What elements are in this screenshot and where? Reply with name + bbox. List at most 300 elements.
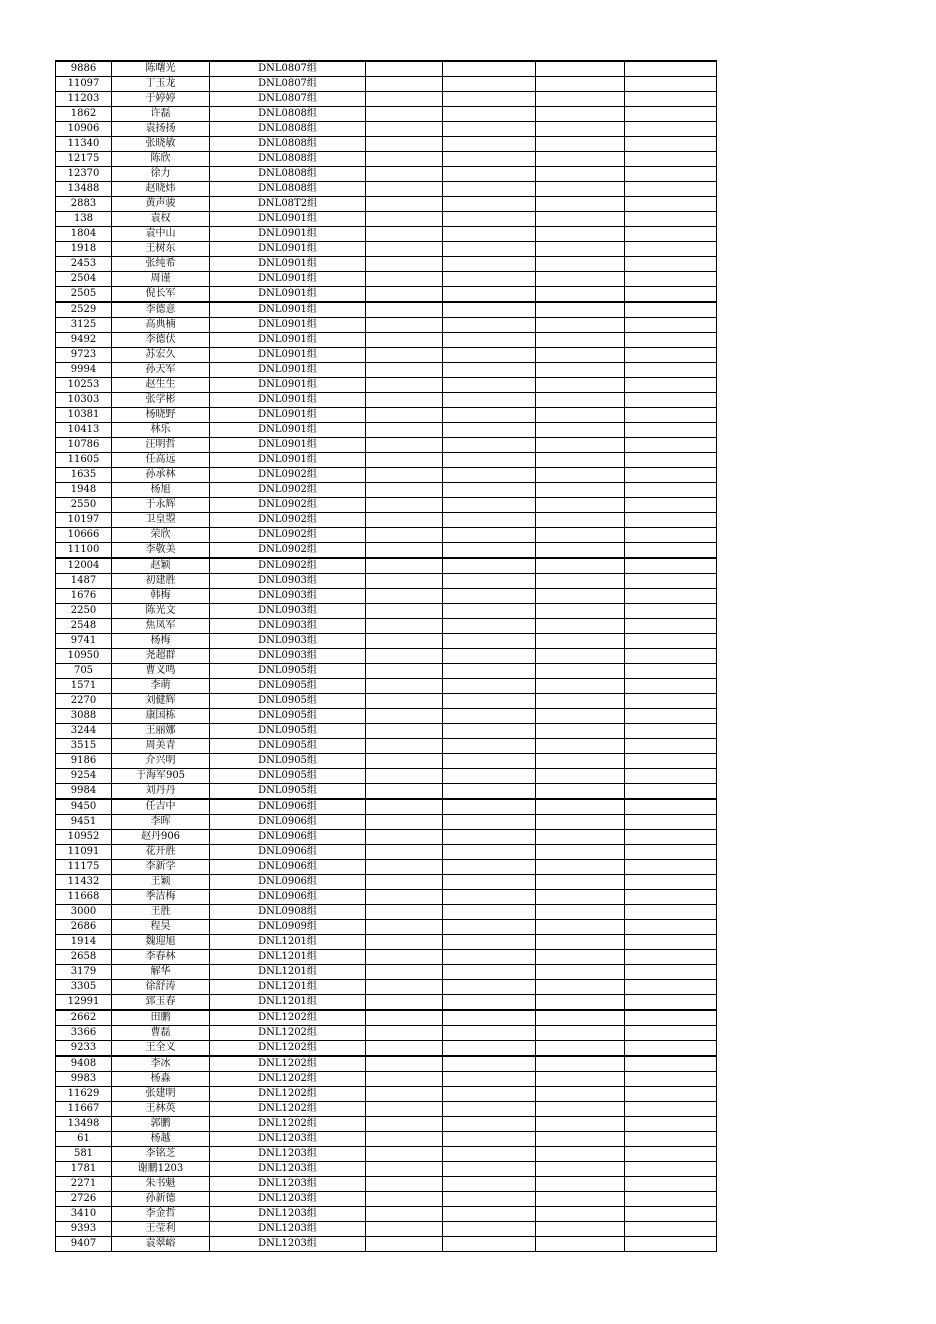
id-cell[interactable]: 9492 <box>56 333 112 348</box>
empty-cell[interactable] <box>536 769 625 784</box>
group-cell[interactable]: DNL0905组 <box>210 769 366 784</box>
group-cell[interactable]: DNL0901组 <box>210 333 366 348</box>
name-cell[interactable]: 解华 <box>112 965 210 980</box>
empty-cell[interactable] <box>443 558 536 574</box>
empty-cell[interactable] <box>625 604 717 619</box>
name-cell[interactable]: 汪明哲 <box>112 438 210 453</box>
id-cell[interactable]: 11340 <box>56 137 112 152</box>
empty-cell[interactable] <box>536 1147 625 1162</box>
empty-cell[interactable] <box>366 1132 443 1147</box>
empty-cell[interactable] <box>625 61 717 77</box>
empty-cell[interactable] <box>536 634 625 649</box>
group-cell[interactable]: DNL0807组 <box>210 61 366 77</box>
group-cell[interactable]: DNL0901组 <box>210 212 366 227</box>
empty-cell[interactable] <box>366 1192 443 1207</box>
empty-cell[interactable] <box>366 212 443 227</box>
id-cell[interactable]: 61 <box>56 1132 112 1147</box>
empty-cell[interactable] <box>625 1102 717 1117</box>
empty-cell[interactable] <box>366 558 443 574</box>
name-cell[interactable]: 孙天军 <box>112 363 210 378</box>
empty-cell[interactable] <box>366 799 443 815</box>
empty-cell[interactable] <box>443 483 536 498</box>
empty-cell[interactable] <box>625 558 717 574</box>
name-cell[interactable]: 王胜 <box>112 905 210 920</box>
empty-cell[interactable] <box>443 1072 536 1087</box>
empty-cell[interactable] <box>625 1041 717 1057</box>
id-cell[interactable]: 10413 <box>56 423 112 438</box>
id-cell[interactable]: 3244 <box>56 724 112 739</box>
group-cell[interactable]: DNL0906组 <box>210 890 366 905</box>
empty-cell[interactable] <box>443 77 536 92</box>
empty-cell[interactable] <box>536 1072 625 1087</box>
empty-cell[interactable] <box>625 408 717 423</box>
empty-cell[interactable] <box>536 664 625 679</box>
name-cell[interactable]: 李敬美 <box>112 543 210 559</box>
empty-cell[interactable] <box>366 468 443 483</box>
group-cell[interactable]: DNL0902组 <box>210 468 366 483</box>
group-cell[interactable]: DNL1203组 <box>210 1177 366 1192</box>
empty-cell[interactable] <box>443 242 536 257</box>
id-cell[interactable]: 9983 <box>56 1072 112 1087</box>
empty-cell[interactable] <box>536 905 625 920</box>
name-cell[interactable]: 李新学 <box>112 860 210 875</box>
id-cell[interactable]: 2271 <box>56 1177 112 1192</box>
name-cell[interactable]: 卫皇曌 <box>112 513 210 528</box>
empty-cell[interactable] <box>625 122 717 137</box>
empty-cell[interactable] <box>366 61 443 77</box>
empty-cell[interactable] <box>625 212 717 227</box>
id-cell[interactable]: 10197 <box>56 513 112 528</box>
group-cell[interactable]: DNL0901组 <box>210 363 366 378</box>
id-cell[interactable]: 10906 <box>56 122 112 137</box>
empty-cell[interactable] <box>536 935 625 950</box>
empty-cell[interactable] <box>443 212 536 227</box>
id-cell[interactable]: 1635 <box>56 468 112 483</box>
empty-cell[interactable] <box>625 830 717 845</box>
id-cell[interactable]: 705 <box>56 664 112 679</box>
empty-cell[interactable] <box>625 1056 717 1072</box>
empty-cell[interactable] <box>536 182 625 197</box>
empty-cell[interactable] <box>366 709 443 724</box>
name-cell[interactable]: 杨淼 <box>112 1072 210 1087</box>
name-cell[interactable]: 徐力 <box>112 167 210 182</box>
empty-cell[interactable] <box>536 860 625 875</box>
empty-cell[interactable] <box>625 589 717 604</box>
empty-cell[interactable] <box>443 543 536 559</box>
empty-cell[interactable] <box>366 1072 443 1087</box>
empty-cell[interactable] <box>366 965 443 980</box>
empty-cell[interactable] <box>625 875 717 890</box>
group-cell[interactable]: DNL0906组 <box>210 815 366 830</box>
name-cell[interactable]: 张晓敏 <box>112 137 210 152</box>
id-cell[interactable]: 2505 <box>56 287 112 303</box>
group-cell[interactable]: DNL0908组 <box>210 905 366 920</box>
empty-cell[interactable] <box>625 1132 717 1147</box>
empty-cell[interactable] <box>443 1102 536 1117</box>
empty-cell[interactable] <box>366 860 443 875</box>
empty-cell[interactable] <box>536 950 625 965</box>
empty-cell[interactable] <box>366 1207 443 1222</box>
empty-cell[interactable] <box>443 167 536 182</box>
empty-cell[interactable] <box>443 1207 536 1222</box>
empty-cell[interactable] <box>366 1087 443 1102</box>
empty-cell[interactable] <box>366 619 443 634</box>
name-cell[interactable]: 周谨 <box>112 272 210 287</box>
empty-cell[interactable] <box>366 754 443 769</box>
group-cell[interactable]: DNL0807组 <box>210 77 366 92</box>
group-cell[interactable]: DNL1202组 <box>210 1026 366 1041</box>
empty-cell[interactable] <box>443 1177 536 1192</box>
group-cell[interactable]: DNL0909组 <box>210 920 366 935</box>
group-cell[interactable]: DNL0903组 <box>210 589 366 604</box>
id-cell[interactable]: 2662 <box>56 1010 112 1026</box>
group-cell[interactable]: DNL0901组 <box>210 393 366 408</box>
empty-cell[interactable] <box>536 423 625 438</box>
name-cell[interactable]: 于永辉 <box>112 498 210 513</box>
group-cell[interactable]: DNL1202组 <box>210 1087 366 1102</box>
empty-cell[interactable] <box>536 1177 625 1192</box>
group-cell[interactable]: DNL1203组 <box>210 1162 366 1177</box>
group-cell[interactable]: DNL0906组 <box>210 875 366 890</box>
empty-cell[interactable] <box>625 619 717 634</box>
empty-cell[interactable] <box>366 423 443 438</box>
name-cell[interactable]: 魏迎旭 <box>112 935 210 950</box>
group-cell[interactable]: DNL1203组 <box>210 1222 366 1237</box>
name-cell[interactable]: 林乐 <box>112 423 210 438</box>
empty-cell[interactable] <box>625 182 717 197</box>
id-cell[interactable]: 10786 <box>56 438 112 453</box>
group-cell[interactable]: DNL0808组 <box>210 122 366 137</box>
name-cell[interactable]: 张学彬 <box>112 393 210 408</box>
empty-cell[interactable] <box>366 890 443 905</box>
group-cell[interactable]: DNL0903组 <box>210 649 366 664</box>
name-cell[interactable]: 郅玉春 <box>112 995 210 1011</box>
empty-cell[interactable] <box>366 348 443 363</box>
empty-cell[interactable] <box>443 1132 536 1147</box>
empty-cell[interactable] <box>366 513 443 528</box>
id-cell[interactable]: 2548 <box>56 619 112 634</box>
empty-cell[interactable] <box>366 679 443 694</box>
empty-cell[interactable] <box>625 995 717 1011</box>
id-cell[interactable]: 12004 <box>56 558 112 574</box>
empty-cell[interactable] <box>536 363 625 378</box>
empty-cell[interactable] <box>536 1132 625 1147</box>
name-cell[interactable]: 任高远 <box>112 453 210 468</box>
name-cell[interactable]: 刘丹丹 <box>112 784 210 800</box>
id-cell[interactable]: 11203 <box>56 92 112 107</box>
empty-cell[interactable] <box>443 965 536 980</box>
name-cell[interactable]: 任吉中 <box>112 799 210 815</box>
empty-cell[interactable] <box>536 1117 625 1132</box>
empty-cell[interactable] <box>625 739 717 754</box>
id-cell[interactable]: 13488 <box>56 182 112 197</box>
empty-cell[interactable] <box>536 1222 625 1237</box>
empty-cell[interactable] <box>443 619 536 634</box>
id-cell[interactable]: 10381 <box>56 408 112 423</box>
name-cell[interactable]: 孙新德 <box>112 1192 210 1207</box>
group-cell[interactable]: DNL0905组 <box>210 709 366 724</box>
name-cell[interactable]: 王颖 <box>112 875 210 890</box>
empty-cell[interactable] <box>625 468 717 483</box>
empty-cell[interactable] <box>536 995 625 1011</box>
id-cell[interactable]: 11667 <box>56 1102 112 1117</box>
group-cell[interactable]: DNL0808组 <box>210 182 366 197</box>
name-cell[interactable]: 陈光文 <box>112 604 210 619</box>
id-cell[interactable]: 9254 <box>56 769 112 784</box>
empty-cell[interactable] <box>366 92 443 107</box>
name-cell[interactable]: 黄声骏 <box>112 197 210 212</box>
empty-cell[interactable] <box>536 724 625 739</box>
group-cell[interactable]: DNL0903组 <box>210 574 366 589</box>
name-cell[interactable]: 孙承林 <box>112 468 210 483</box>
empty-cell[interactable] <box>625 890 717 905</box>
empty-cell[interactable] <box>625 1222 717 1237</box>
empty-cell[interactable] <box>625 287 717 303</box>
empty-cell[interactable] <box>443 137 536 152</box>
id-cell[interactable]: 9186 <box>56 754 112 769</box>
empty-cell[interactable] <box>443 468 536 483</box>
group-cell[interactable]: DNL0906组 <box>210 860 366 875</box>
empty-cell[interactable] <box>625 1087 717 1102</box>
empty-cell[interactable] <box>536 468 625 483</box>
empty-cell[interactable] <box>366 453 443 468</box>
id-cell[interactable]: 1676 <box>56 589 112 604</box>
empty-cell[interactable] <box>625 1237 717 1252</box>
group-cell[interactable]: DNL0808组 <box>210 107 366 122</box>
empty-cell[interactable] <box>366 845 443 860</box>
empty-cell[interactable] <box>366 333 443 348</box>
id-cell[interactable]: 9723 <box>56 348 112 363</box>
empty-cell[interactable] <box>625 393 717 408</box>
empty-cell[interactable] <box>536 1237 625 1252</box>
id-cell[interactable]: 3410 <box>56 1207 112 1222</box>
name-cell[interactable]: 曹磊 <box>112 1026 210 1041</box>
empty-cell[interactable] <box>536 333 625 348</box>
empty-cell[interactable] <box>366 1177 443 1192</box>
group-cell[interactable]: DNL1203组 <box>210 1237 366 1252</box>
empty-cell[interactable] <box>536 574 625 589</box>
group-cell[interactable]: DNL1201组 <box>210 950 366 965</box>
empty-cell[interactable] <box>366 1222 443 1237</box>
empty-cell[interactable] <box>536 1087 625 1102</box>
empty-cell[interactable] <box>536 318 625 333</box>
empty-cell[interactable] <box>625 769 717 784</box>
name-cell[interactable]: 李德意 <box>112 302 210 318</box>
empty-cell[interactable] <box>625 257 717 272</box>
id-cell[interactable]: 1914 <box>56 935 112 950</box>
empty-cell[interactable] <box>536 378 625 393</box>
empty-cell[interactable] <box>443 574 536 589</box>
empty-cell[interactable] <box>443 272 536 287</box>
name-cell[interactable]: 周美青 <box>112 739 210 754</box>
id-cell[interactable]: 11097 <box>56 77 112 92</box>
empty-cell[interactable] <box>366 302 443 318</box>
empty-cell[interactable] <box>443 815 536 830</box>
group-cell[interactable]: DNL08T2组 <box>210 197 366 212</box>
id-cell[interactable]: 1918 <box>56 242 112 257</box>
empty-cell[interactable] <box>443 995 536 1011</box>
group-cell[interactable]: DNL0905组 <box>210 724 366 739</box>
id-cell[interactable]: 2453 <box>56 257 112 272</box>
empty-cell[interactable] <box>625 965 717 980</box>
empty-cell[interactable] <box>536 543 625 559</box>
empty-cell[interactable] <box>625 92 717 107</box>
empty-cell[interactable] <box>366 739 443 754</box>
empty-cell[interactable] <box>443 257 536 272</box>
empty-cell[interactable] <box>366 1056 443 1072</box>
empty-cell[interactable] <box>366 122 443 137</box>
group-cell[interactable]: DNL1203组 <box>210 1192 366 1207</box>
empty-cell[interactable] <box>625 754 717 769</box>
empty-cell[interactable] <box>625 1026 717 1041</box>
empty-cell[interactable] <box>625 77 717 92</box>
empty-cell[interactable] <box>366 272 443 287</box>
group-cell[interactable]: DNL0905组 <box>210 664 366 679</box>
empty-cell[interactable] <box>366 543 443 559</box>
empty-cell[interactable] <box>536 393 625 408</box>
id-cell[interactable]: 10950 <box>56 649 112 664</box>
empty-cell[interactable] <box>625 1162 717 1177</box>
empty-cell[interactable] <box>366 1147 443 1162</box>
empty-cell[interactable] <box>366 784 443 800</box>
empty-cell[interactable] <box>366 77 443 92</box>
empty-cell[interactable] <box>536 845 625 860</box>
empty-cell[interactable] <box>443 513 536 528</box>
empty-cell[interactable] <box>536 679 625 694</box>
empty-cell[interactable] <box>625 107 717 122</box>
name-cell[interactable]: 袁翠峪 <box>112 1237 210 1252</box>
empty-cell[interactable] <box>366 664 443 679</box>
id-cell[interactable]: 2550 <box>56 498 112 513</box>
name-cell[interactable]: 程昊 <box>112 920 210 935</box>
empty-cell[interactable] <box>443 634 536 649</box>
empty-cell[interactable] <box>536 227 625 242</box>
name-cell[interactable]: 花开胜 <box>112 845 210 860</box>
id-cell[interactable]: 12370 <box>56 167 112 182</box>
empty-cell[interactable] <box>443 348 536 363</box>
name-cell[interactable]: 于婷婷 <box>112 92 210 107</box>
id-cell[interactable]: 1804 <box>56 227 112 242</box>
empty-cell[interactable] <box>443 1147 536 1162</box>
id-cell[interactable]: 13498 <box>56 1117 112 1132</box>
empty-cell[interactable] <box>366 498 443 513</box>
empty-cell[interactable] <box>443 423 536 438</box>
group-cell[interactable]: DNL0901组 <box>210 408 366 423</box>
group-cell[interactable]: DNL0901组 <box>210 287 366 303</box>
group-cell[interactable]: DNL0902组 <box>210 543 366 559</box>
empty-cell[interactable] <box>443 1162 536 1177</box>
empty-cell[interactable] <box>443 1041 536 1057</box>
empty-cell[interactable] <box>443 122 536 137</box>
id-cell[interactable]: 138 <box>56 212 112 227</box>
empty-cell[interactable] <box>366 1026 443 1041</box>
group-cell[interactable]: DNL0902组 <box>210 483 366 498</box>
group-cell[interactable]: DNL0807组 <box>210 92 366 107</box>
empty-cell[interactable] <box>443 830 536 845</box>
empty-cell[interactable] <box>536 498 625 513</box>
group-cell[interactable]: DNL1202组 <box>210 1041 366 1057</box>
empty-cell[interactable] <box>625 860 717 875</box>
group-cell[interactable]: DNL1201组 <box>210 995 366 1011</box>
group-cell[interactable]: DNL1202组 <box>210 1010 366 1026</box>
empty-cell[interactable] <box>536 619 625 634</box>
empty-cell[interactable] <box>443 860 536 875</box>
empty-cell[interactable] <box>625 709 717 724</box>
empty-cell[interactable] <box>366 875 443 890</box>
empty-cell[interactable] <box>443 1222 536 1237</box>
id-cell[interactable]: 1948 <box>56 483 112 498</box>
name-cell[interactable]: 王全义 <box>112 1041 210 1057</box>
id-cell[interactable]: 9393 <box>56 1222 112 1237</box>
name-cell[interactable]: 李晖 <box>112 815 210 830</box>
empty-cell[interactable] <box>443 784 536 800</box>
id-cell[interactable]: 2529 <box>56 302 112 318</box>
id-cell[interactable]: 11175 <box>56 860 112 875</box>
empty-cell[interactable] <box>625 1147 717 1162</box>
empty-cell[interactable] <box>536 784 625 800</box>
empty-cell[interactable] <box>536 302 625 318</box>
empty-cell[interactable] <box>443 408 536 423</box>
empty-cell[interactable] <box>443 287 536 303</box>
empty-cell[interactable] <box>443 589 536 604</box>
empty-cell[interactable] <box>366 694 443 709</box>
id-cell[interactable]: 9450 <box>56 799 112 815</box>
group-cell[interactable]: DNL0906组 <box>210 845 366 860</box>
empty-cell[interactable] <box>536 709 625 724</box>
empty-cell[interactable] <box>536 965 625 980</box>
empty-cell[interactable] <box>625 348 717 363</box>
empty-cell[interactable] <box>536 257 625 272</box>
id-cell[interactable]: 9994 <box>56 363 112 378</box>
empty-cell[interactable] <box>443 528 536 543</box>
group-cell[interactable]: DNL0901组 <box>210 227 366 242</box>
id-cell[interactable]: 10666 <box>56 528 112 543</box>
name-cell[interactable]: 袁扬扬 <box>112 122 210 137</box>
empty-cell[interactable] <box>625 1117 717 1132</box>
empty-cell[interactable] <box>536 815 625 830</box>
empty-cell[interactable] <box>536 453 625 468</box>
empty-cell[interactable] <box>625 453 717 468</box>
group-cell[interactable]: DNL1202组 <box>210 1072 366 1087</box>
name-cell[interactable]: 许磊 <box>112 107 210 122</box>
empty-cell[interactable] <box>536 438 625 453</box>
empty-cell[interactable] <box>443 980 536 995</box>
empty-cell[interactable] <box>443 393 536 408</box>
empty-cell[interactable] <box>536 799 625 815</box>
empty-cell[interactable] <box>366 242 443 257</box>
empty-cell[interactable] <box>625 513 717 528</box>
group-cell[interactable]: DNL0901组 <box>210 318 366 333</box>
name-cell[interactable]: 张纯希 <box>112 257 210 272</box>
empty-cell[interactable] <box>366 950 443 965</box>
empty-cell[interactable] <box>536 604 625 619</box>
name-cell[interactable]: 赵晓炜 <box>112 182 210 197</box>
empty-cell[interactable] <box>536 1102 625 1117</box>
name-cell[interactable]: 赵丹906 <box>112 830 210 845</box>
empty-cell[interactable] <box>625 528 717 543</box>
id-cell[interactable]: 581 <box>56 1147 112 1162</box>
id-cell[interactable]: 9407 <box>56 1237 112 1252</box>
group-cell[interactable]: DNL0901组 <box>210 348 366 363</box>
empty-cell[interactable] <box>625 227 717 242</box>
group-cell[interactable]: DNL1201组 <box>210 980 366 995</box>
group-cell[interactable]: DNL0905组 <box>210 784 366 800</box>
empty-cell[interactable] <box>443 61 536 77</box>
name-cell[interactable]: 介兴明 <box>112 754 210 769</box>
empty-cell[interactable] <box>536 77 625 92</box>
id-cell[interactable]: 3088 <box>56 709 112 724</box>
name-cell[interactable]: 高典楠 <box>112 318 210 333</box>
